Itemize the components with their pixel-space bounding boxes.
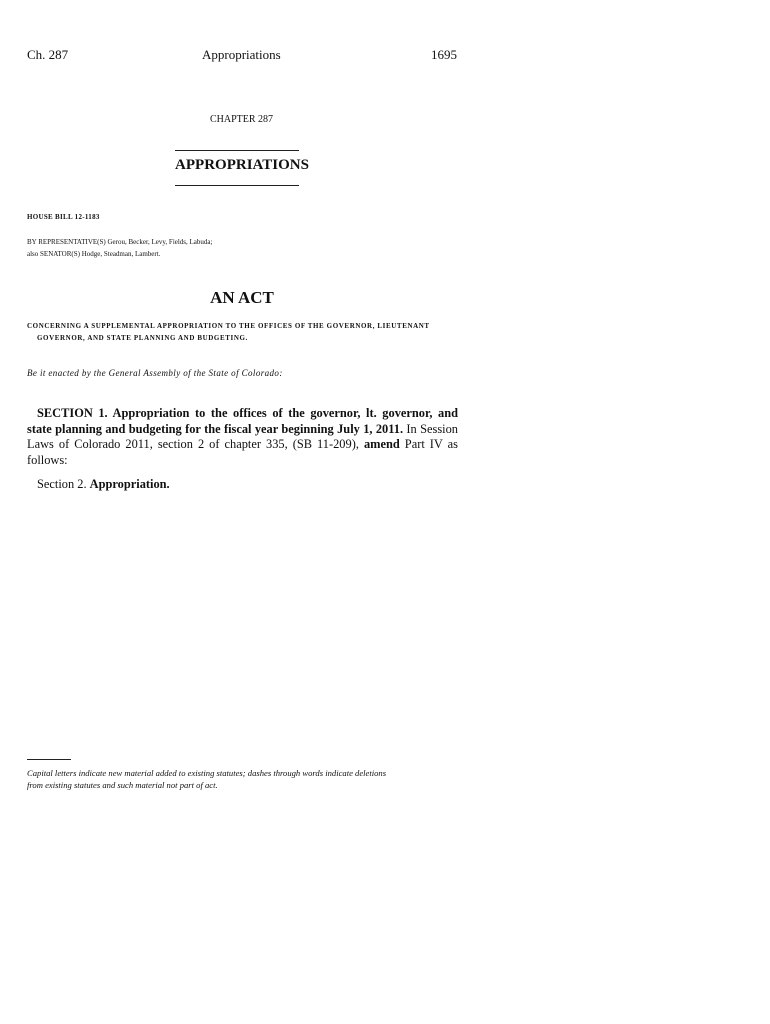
section-1-paragraph <box>27 406 458 468</box>
title-rule-top <box>175 150 299 151</box>
section-1-text-after: Part IV as follows: <box>27 437 458 467</box>
section-2-title: Appropriation. <box>89 477 170 491</box>
section-2-label: Section 2. <box>37 477 90 491</box>
section-1-amend-word: amend <box>363 437 400 451</box>
running-header-chapter: Ch. 287 <box>27 47 69 62</box>
running-header-subject: Appropriations <box>202 47 281 62</box>
section-1-text-before: In Session Laws of Colorado 2011, section 2 of chapter 335, (SB 11-209), <box>27 421 458 451</box>
chapter-number: CHAPTER 287 <box>209 114 274 125</box>
section-2 <box>37 477 170 492</box>
chapter-title: APPROPRIATIONS <box>175 157 309 173</box>
footnote-rule <box>27 759 71 760</box>
act-title: AN ACT <box>210 288 274 307</box>
page-number: 1695 <box>431 47 457 62</box>
act-concerning-line-2: GOVERNOR, AND STATE PLANNING AND BUDGETING. <box>37 334 248 342</box>
bill-id: HOUSE BILL 12-1183 <box>27 213 100 221</box>
footnote-line-2: from existing statutes and such material not part of act. <box>27 780 218 790</box>
sponsors-senators: also SENATOR(S) Hodge, Steadman, Lambert. <box>27 250 161 258</box>
sponsors-representatives: BY REPRESENTATIVE(S) Gerou, Becker, Levy, Fields, Labuda; <box>27 238 213 246</box>
section-1-heading: SECTION 1. Appropriation to the offices of the governor, lt. governor, and state planning and budgeting for the fiscal year beginning July 1, 2011. <box>27 406 458 436</box>
section-1 <box>27 406 458 468</box>
act-concerning-line-1: CONCERNING A SUPPLEMENTAL APPROPRIATION TO THE OFFICES OF THE GOVERNOR, LIEUTENANT <box>27 322 430 330</box>
enacting-clause: Be it enacted by the General Assembly of the State of Colorado: <box>27 368 283 378</box>
footnote-line-1: Capital letters indicate new material added to existing statutes; dashes through words indicate deletions <box>27 768 387 778</box>
title-rule-bottom <box>175 185 299 186</box>
